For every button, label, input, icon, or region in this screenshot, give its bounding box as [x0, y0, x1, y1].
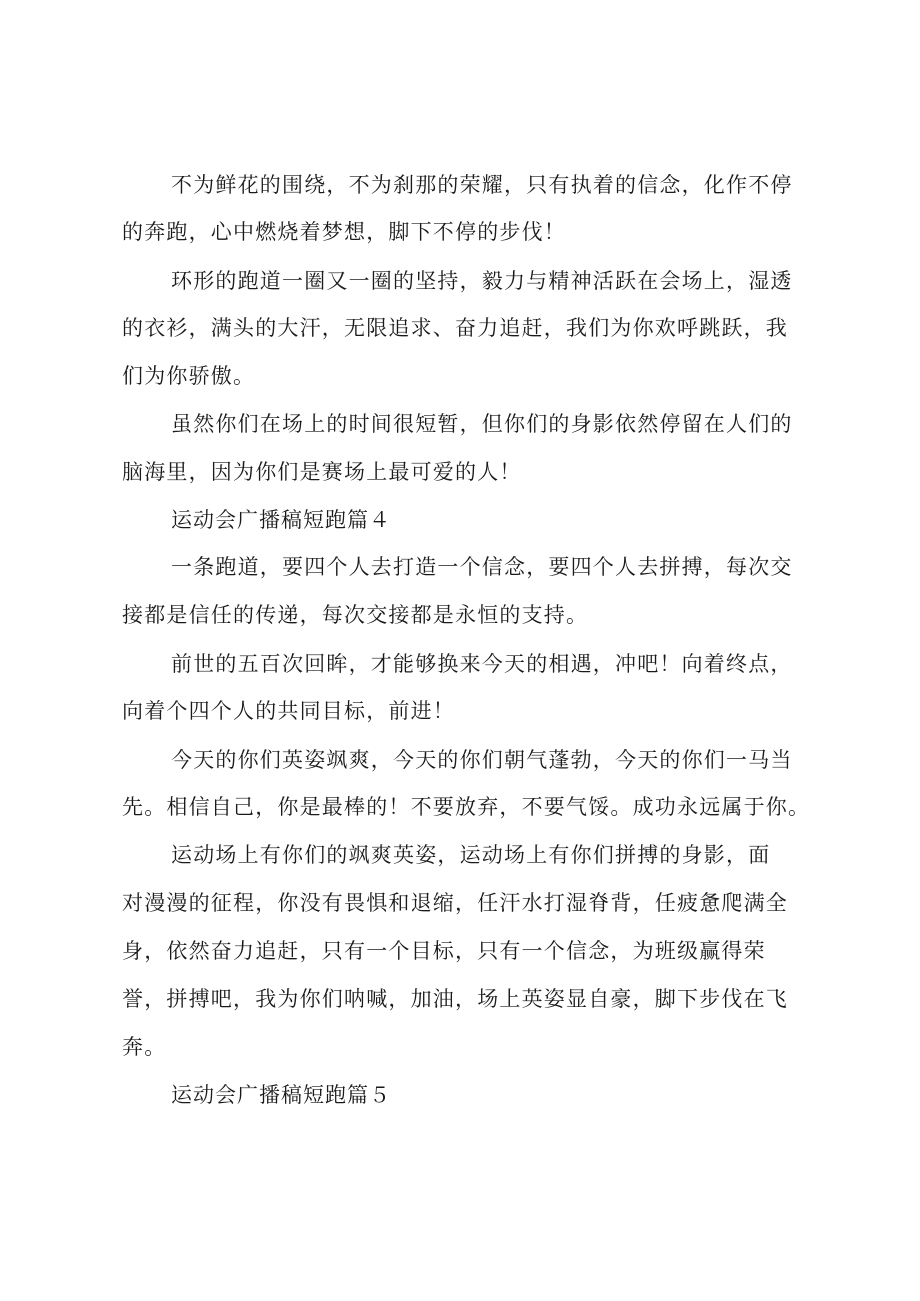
- paragraph-line: 誉，拼搏吧，我为你们呐喊，加油，场上英姿显自豪，脚下步伐在飞: [122, 987, 788, 1011]
- section-heading: 运动会广播稿短跑篇４: [171, 508, 391, 532]
- paragraph-line: 先。相信自己，你是最棒的！不要放弃，不要气馁。成功永远属于你。: [122, 795, 811, 819]
- paragraph-line: 脑海里，因为你们是赛场上最可爱的人！: [122, 460, 522, 484]
- paragraph-line: 奔。: [122, 1035, 167, 1059]
- section-heading: 运动会广播稿短跑篇５: [171, 1083, 391, 1107]
- paragraph-line: 不为鲜花的围绕，不为刹那的荣耀，只有执着的信念，化作不停: [171, 173, 793, 197]
- paragraph-line: 前世的五百次回眸，才能够换来今天的相遇，冲吧！向着终点，: [171, 652, 793, 676]
- paragraph-line: 的奔跑，心中燃烧着梦想，脚下不停的步伐！: [122, 220, 566, 244]
- paragraph-line: 身，依然奋力追赶，只有一个目标，只有一个信念，为班级赢得荣: [122, 939, 766, 963]
- paragraph-line: 一条跑道，要四个人去打造一个信念，要四个人去拼搏，每次交: [171, 555, 793, 579]
- paragraph-line: 对漫漫的征程，你没有畏惧和退缩，任汗水打湿脊背，任疲惫爬满全: [122, 891, 788, 915]
- paragraph-line: 接都是信任的传递，每次交接都是永恒的支持。: [122, 603, 589, 627]
- paragraph-line: 运动场上有你们的飒爽英姿，运动场上有你们拼搏的身影，面: [171, 843, 771, 867]
- paragraph-line: 向着个四个人的共同目标，前进！: [122, 699, 455, 723]
- paragraph-line: 今天的你们英姿飒爽，今天的你们朝气蓬勃，今天的你们一马当: [171, 748, 793, 772]
- paragraph-line: 的衣衫，满头的大汗，无限追求、奋力追赶，我们为你欢呼跳跃，我: [122, 316, 788, 340]
- paragraph-line: 虽然你们在场上的时间很短暂，但你们的身影依然停留在人们的: [171, 412, 793, 436]
- paragraph-line: 们为你骄傲。: [122, 364, 256, 388]
- paragraph-line: 环形的跑道一圈又一圈的坚持，毅力与精神活跃在会场上，湿透: [171, 269, 793, 293]
